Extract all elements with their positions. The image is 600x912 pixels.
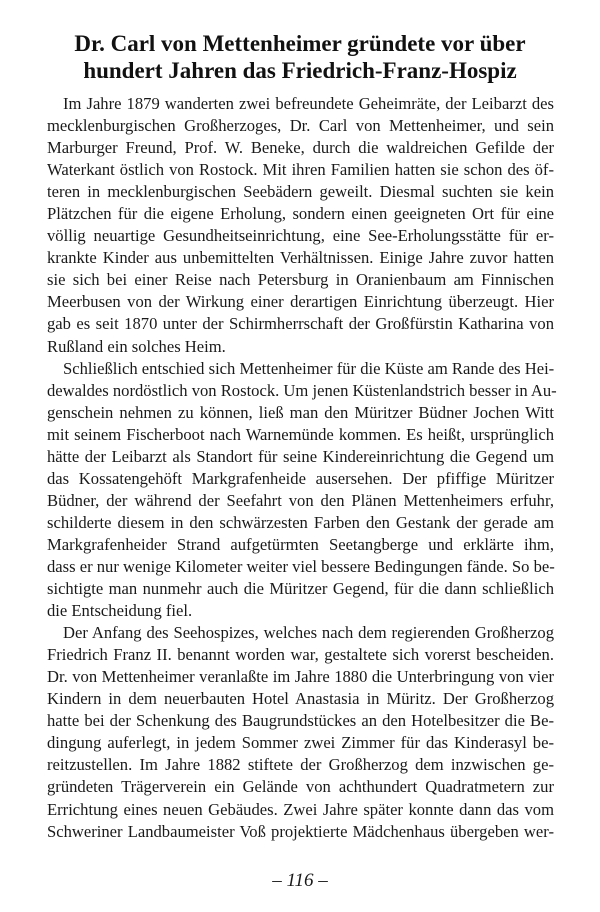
text-line: Friedrich Franz II. benannt worden war, gestaltete sich vorerst bescheiden. (47, 645, 554, 665)
text-line: mit seinem Fischerboot nach Warnemünde kommen. Es heißt, ursprünglich (47, 424, 554, 444)
text-line: Im Jahre 1879 wanderten zwei befreundete Geheimräte, der Leibarzt des (63, 94, 554, 113)
title-line: hundert Jahren das Friedrich-Franz-Hospiz (83, 58, 517, 83)
text-line: Plätzchen für die eigene Erholung, sondern einen geeigneten Ort für eine (47, 204, 554, 224)
text-line: Dr. von Mettenheimer veranlaßte im Jahre 1880 die Unterbringung von vier (47, 667, 554, 687)
paragraph (47, 93, 554, 358)
text-line: hätte der Leibarzt als Standort für seine Kindereinrichtung die Gegend um (47, 446, 554, 466)
text-line: sie sich bei einer Reise nach Petersburg in Oranienbaum am Finnischen (47, 270, 554, 290)
paragraph (47, 622, 554, 842)
text-line: Rußland ein solches Heim. (47, 336, 226, 356)
text-line: Der Anfang des Seehospizes, welches nach dem regierenden Großherzog (63, 623, 554, 643)
text-line: sichtigte man nunmehr auch die Müritzer Gegend, für die dann schließlich (47, 579, 554, 599)
text-line: Errichtung eines neuen Gebäudes. Zwei Jahre später konnte dann das vom (47, 799, 554, 819)
text-line: dass er nur wenige Kilometer weiter viel bessere Bedingungen fände. So be- (47, 556, 555, 576)
text-line: schilderte diesem in den schwärzesten Farben den Gestank der gerade am (47, 512, 554, 532)
text-line: Meerbusen von der Wirkung einer derartigen Einrichtung überzeugt. Hier (47, 292, 554, 312)
text-line: gründeten Trägerverein ein Gelände von achthundert Quadratmetern zur (47, 777, 554, 797)
text-line: hatte bei der Schenkung des Baugrundstückes an den Hotelbesitzer die Be- (47, 711, 554, 731)
text-line: genschein nehmen zu können, ließ man den Müritzer Büdner Jochen Witt (47, 402, 554, 422)
text-line: Markgrafenheider Strand aufgetürmten Seetangberge und erklärte ihm, (47, 534, 554, 554)
text-line: Büdner, der während der Seefahrt von den Plänen Mettenheimers erfuhr, (47, 490, 554, 510)
page-number: – 116 – (272, 870, 328, 891)
text-line: reitzustellen. Im Jahre 1882 stiftete der Großherzog dem inzwischen ge- (47, 755, 554, 775)
text-line: Kindern in dem neuerbauten Hotel Anastasia in Müritz. Der Großherzog (47, 689, 554, 709)
text-line: teren in mecklenburgischen Seebädern geweilt. Diesmal suchten sie kein (47, 182, 554, 202)
text-line: krankte Kinder aus unbemittelten Verhältnissen. Einige Jahre zuvor hatten (47, 248, 554, 268)
paragraph (47, 358, 557, 623)
text-line: gab es seit 1870 unter der Schirmherrschaft der Großfürstin Katharina von (47, 314, 554, 334)
text-line: dewaldes nordöstlich von Rostock. Um jenen Küstenlandstrich besser in Au- (47, 380, 557, 400)
text-line: das Kossatengehöft Markgrafenheide ausersehen. Der pfiffige Müritzer (47, 468, 554, 488)
text-line: völlig neuartige Gesundheitseinrichtung, eine See-Erholungsstätte für er- (47, 226, 554, 246)
text-line: die Entscheidung fiel. (47, 601, 193, 621)
text-line: Schweriner Landbaumeister Voß projektierte Mädchenhaus übergeben wer- (47, 821, 554, 841)
text-line: Waterkant östlich von Rostock. Mit ihren Familien hatten sie schon des öf- (47, 160, 554, 180)
text-line: mecklenburgischen Großherzoges, Dr. Carl von Mettenheimer, und sein (47, 116, 554, 136)
article-body (47, 93, 557, 843)
text-line: Schließlich entschied sich Mettenheimer für die Küste am Rande des Hei- (63, 358, 555, 378)
text-line: Marburger Freund, Prof. W. Beneke, durch die waldreichen Gefilde der (47, 138, 554, 158)
page-title (0, 30, 600, 84)
title-line: Dr. Carl von Mettenheimer gründete vor über (74, 31, 526, 56)
text-line: dingung auferlegt, in jedem Sommer zwei Zimmer für das Kinderasyl be- (47, 733, 554, 753)
